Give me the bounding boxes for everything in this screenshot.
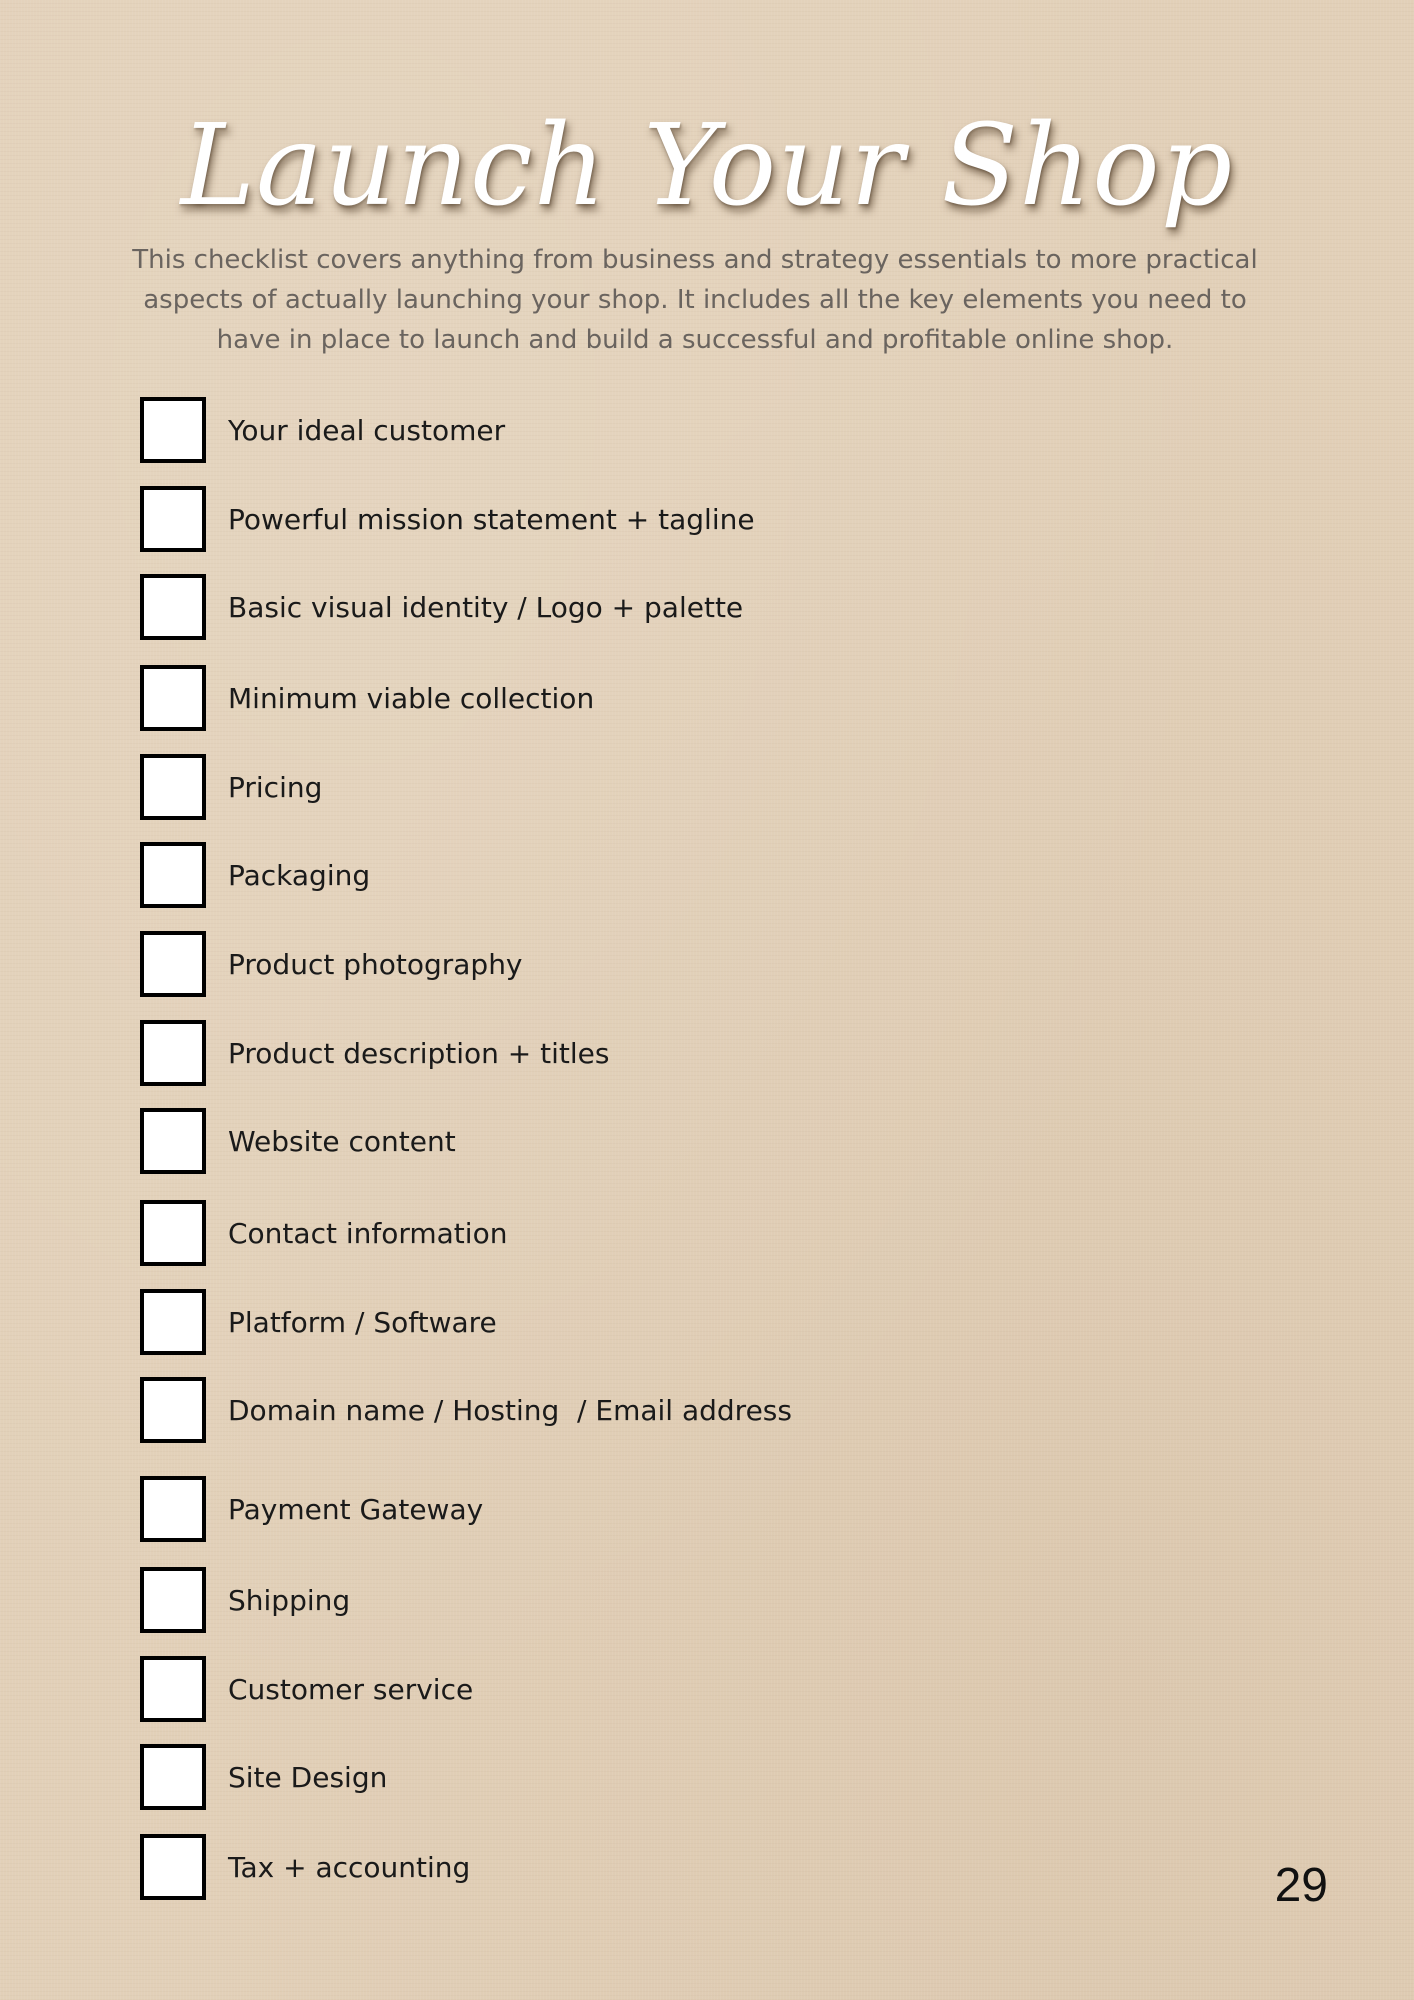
checkbox[interactable]	[140, 1834, 206, 1900]
checklist-item[interactable]	[140, 1377, 792, 1443]
checklist-item-label: Site Design	[228, 1760, 388, 1794]
checklist-item-label: Your ideal customer	[228, 413, 506, 447]
checklist-item-label: Platform / Software	[228, 1305, 497, 1339]
checkbox[interactable]	[140, 486, 206, 552]
checkbox[interactable]	[140, 754, 206, 820]
checklist-item[interactable]	[140, 1744, 387, 1810]
checklist-item[interactable]	[140, 486, 755, 552]
checkbox[interactable]	[140, 1289, 206, 1355]
checklist-item-label: Product description + titles	[228, 1036, 610, 1070]
checklist-item-label: Basic visual identity / Logo + palette	[228, 590, 744, 624]
checklist-item-label: Packaging	[228, 858, 371, 892]
checkbox[interactable]	[140, 1020, 206, 1086]
checkbox[interactable]	[140, 1377, 206, 1443]
checklist-item[interactable]	[140, 1020, 610, 1086]
checkbox[interactable]	[140, 1567, 206, 1633]
checkbox[interactable]	[140, 665, 206, 731]
checklist-item[interactable]	[140, 1567, 350, 1633]
checkbox[interactable]	[140, 931, 206, 997]
checkbox[interactable]	[140, 574, 206, 640]
checklist-item[interactable]	[140, 1476, 483, 1542]
checklist-item-label: Product photography	[228, 947, 523, 981]
checkbox[interactable]	[140, 842, 206, 908]
checkbox[interactable]	[140, 1108, 206, 1174]
checkbox[interactable]	[140, 1200, 206, 1266]
checklist-item-label: Website content	[228, 1124, 456, 1158]
checklist-item-label: Pricing	[228, 770, 323, 804]
checklist-item-label: Domain name / Hosting / Email address	[228, 1393, 792, 1427]
checkbox[interactable]	[140, 397, 206, 463]
page-title: Launch Your Shop	[180, 101, 1234, 231]
intro-paragraph: This checklist covers anything from business and strategy essentials to more practical aspects of actually launching your shop. It includes all the key elements you need to have in place to launch and build a successful and profitable online shop.	[132, 245, 1258, 355]
checklist-item-label: Minimum viable collection	[228, 681, 595, 715]
checklist-item-label: Payment Gateway	[228, 1492, 484, 1526]
checklist-item[interactable]	[140, 665, 594, 731]
checklist-item[interactable]	[140, 1108, 456, 1174]
checklist-item[interactable]	[140, 397, 505, 463]
page-number: 29	[1274, 1859, 1328, 1912]
checklist-item-label: Shipping	[228, 1583, 351, 1617]
checklist-item[interactable]	[140, 754, 322, 820]
checklist-item[interactable]	[140, 1656, 473, 1722]
checklist-item-label: Tax + accounting	[228, 1850, 471, 1884]
checkbox[interactable]	[140, 1744, 206, 1810]
checkbox[interactable]	[140, 1476, 206, 1542]
checklist-item-label: Customer service	[228, 1672, 474, 1706]
checkbox[interactable]	[140, 1656, 206, 1722]
checklist-item[interactable]	[140, 931, 523, 997]
checklist-item[interactable]	[140, 842, 370, 908]
checklist-item-label: Contact information	[228, 1216, 508, 1250]
checklist-item[interactable]	[140, 1834, 470, 1900]
checklist-item-label: Powerful mission statement + tagline	[228, 502, 755, 536]
checklist-item[interactable]	[140, 1289, 497, 1355]
checklist-item[interactable]	[140, 1200, 507, 1266]
checklist-item[interactable]	[140, 574, 743, 640]
